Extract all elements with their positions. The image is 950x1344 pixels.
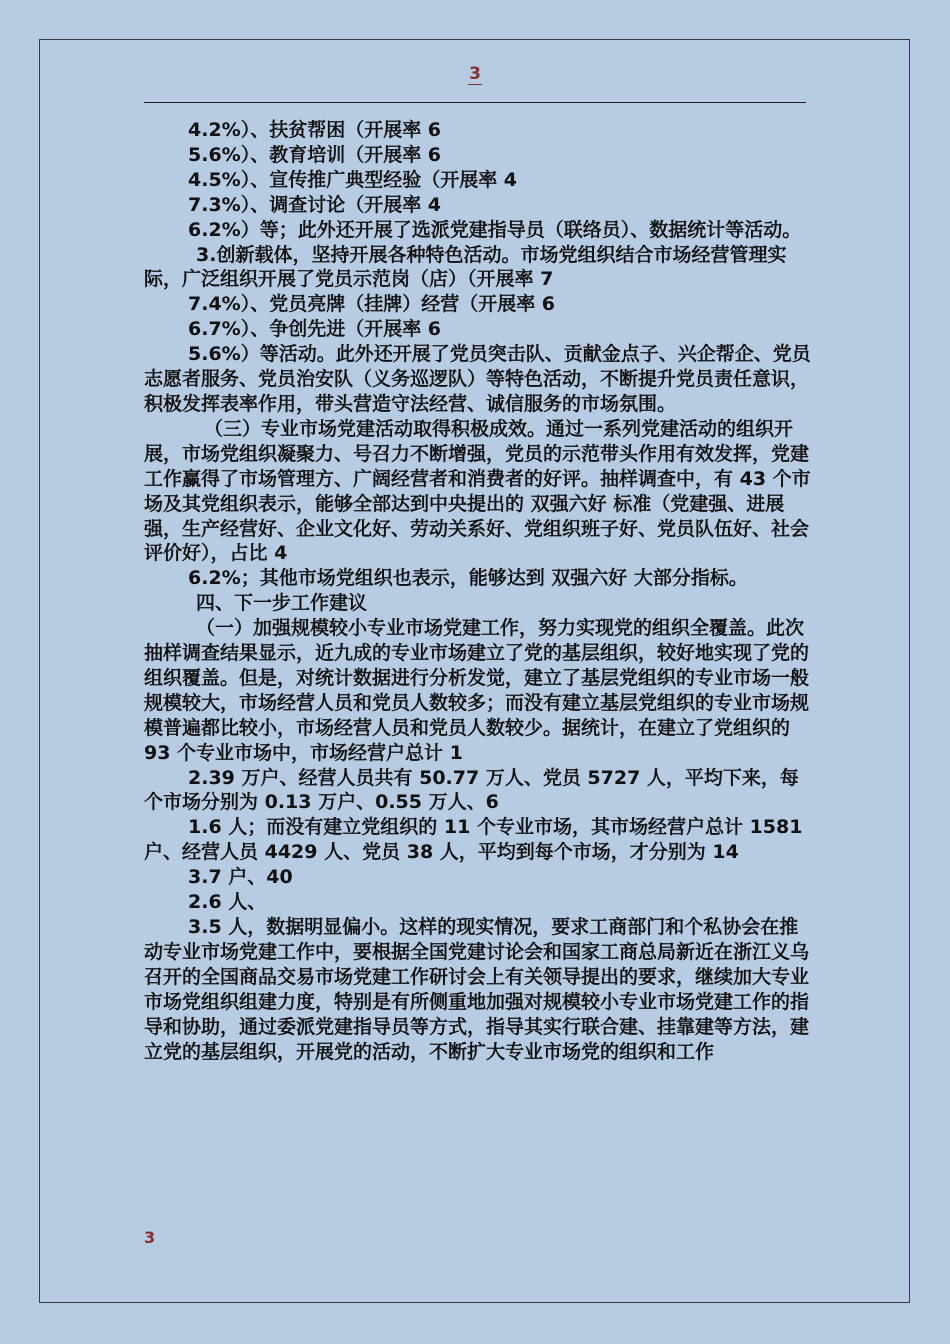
footer-page-number: 3 (144, 1228, 156, 1247)
paragraph: 6.2%）等；此外还开展了选派党建指导员（联络员）、数据统计等活动。 (188, 218, 802, 241)
header-page-number-text: 3 (469, 64, 481, 84)
paragraph: 7.4%）、党员亮牌（挂牌）经营（开展率 6 (188, 293, 556, 316)
document-body (144, 118, 816, 1064)
paragraph: 7.3%）、调查讨论（开展率 4 (188, 193, 442, 216)
paragraph: （三）专业市场党建活动取得积极成效。通过一系列党建活动的组织开展，市场党组织凝聚力、号召力不断增强，党员的示范带头作用有效发挥，党建工作赢得了市场管理方、广阔经营者和消费者的好评。抽样调查中，有 43 个市场及其党组织表示，能够全部达到中央提出的 双强六好 标准（党建强、进展强，生产经营好、企业文化好、劳动关系好、党组织班子好、党员队伍好、社会评价好），占比 4 (144, 417, 811, 565)
paragraph: （一）加强规模较小专业市场党建工作，努力实现党的组织全覆盖。此次抽样调查结果显示，近九成的专业市场建立了党的基层组织，较好地实现了党的组织覆盖。但是，对统计数据进行分析发觉，建立了基层党组织的专业市场一般规模较大，市场经营人员和党员人数较多；而没有建立基层党组织的专业市场规模普遍都比较小，市场经营人员和党员人数较少。据统计，在建立了党组织的 93 个专业市场中，市场经营户总计 1 (144, 617, 810, 764)
paragraph: 3.5 人，数据明显偏小。这样的现实情况，要求工商部门和个私协会在推动专业市场党建工作中，要根据全国党建讨论会和国家工商总局新近在浙江义乌召开的全国商品交易市场党建工作研讨会上有关领导提出的要求，继续加大专业市场党组织组建力度，特别是有所侧重地加强对规模较小专业市场党建工作的指导和协助，通过委派党建指导员等方式，指导其实行联合建、挂靠建等方法，建立党的基层组织，开展党的活动，不断扩大专业市场党的组织和工作 (144, 916, 810, 1063)
header-page-number (0, 64, 950, 84)
paragraph: 6.7%）、争创先进（开展率 6 (188, 318, 442, 341)
section-heading: 四、下一步工作建议 (196, 592, 368, 615)
paragraph: 5.6%）、教育培训（开展率 6 (188, 143, 442, 166)
paragraph: 6.2%；其他市场党组织也表示，能够达到 双强六好 大部分指标。 (188, 567, 748, 590)
paragraph: 1.6 人；而没有建立党组织的 11 个专业市场，其市场经营户总计 1581 户、经营人员 4429 人、党员 38 人，平均到每个市场，才分别为 14 (144, 816, 803, 864)
paragraph: 2.39 万户、经营人员共有 50.77 万人、党员 5727 人，平均下来，每个市场分别为 0.13 万户、0.55 万人、6 (144, 766, 799, 814)
paragraph: 4.2%）、扶贫帮困（开展率 6 (188, 119, 442, 141)
paragraph: 3.7 户、40 (188, 866, 293, 889)
paragraph: 4.5%）、宣传推广典型经验（开展率 4 (188, 168, 518, 191)
paragraph: 5.6%）等活动。此外还开展了党员突击队、贡献金点子、兴企帮企、党员志愿者服务、党员治安队（义务巡逻队）等特色活动，不断提升党员责任意识，积极发挥表率作用，带头营造守法经营、诚信服务的市场氛围。 (144, 343, 811, 415)
paragraph: 2.6 人、 (188, 891, 267, 914)
paragraph: 3.创新载体，坚持开展各种特色活动。市场党组织结合市场经营管理实际，广泛组织开展了党员示范岗（店）（开展率 7 (144, 243, 787, 291)
header-rule (144, 102, 806, 103)
